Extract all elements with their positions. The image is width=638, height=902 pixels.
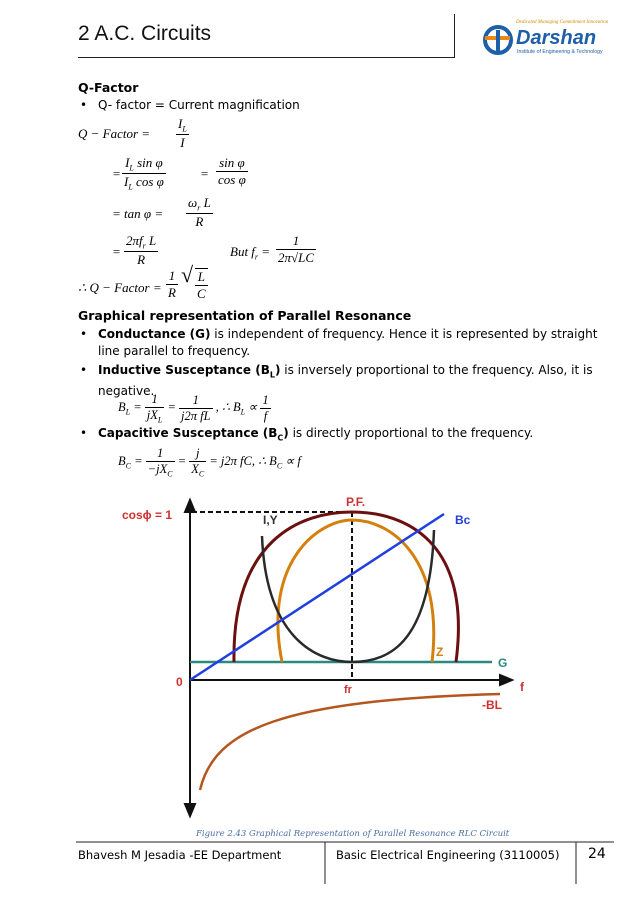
bullet-capacitive: Capacitive Susceptance $(B_C)$ is directly proportional to the frequency.: [98, 426, 534, 443]
z-label: Z: [436, 645, 444, 659]
f-label: f: [520, 680, 524, 694]
chapter-title: 2 A.C. Circuits: [78, 22, 212, 45]
footer-course: Basic Electrical Engineering (3110005): [336, 848, 560, 862]
g-label: G: [498, 656, 508, 670]
logo-brand: Darshan: [516, 27, 597, 49]
logo-motto: Dedicated Managing Commitment Innovation: [516, 20, 609, 25]
frac-wrl-over-r: $\frac{\omega_r L}{R}$: [188, 195, 211, 229]
qfactor-result-lhs: ∴ Q − Factor =: [78, 280, 162, 295]
frac-1-over-r: $\frac{1}{R}$: [168, 268, 176, 300]
qfactor-bullet-text: Q- factor = Current magnification: [98, 98, 300, 112]
cos-phi-label: cosϕ = 1: [122, 508, 173, 522]
frac-2pifrl-over-r: $\frac{2\pi f_r L}{R}$: [126, 233, 157, 267]
figure-caption: Figure 2.43 Graphical Representation of Parallel Resonance RLC Circuit: [196, 829, 510, 839]
fr-label: fr: [344, 684, 352, 696]
tan-eq: = tan φ =: [112, 206, 164, 221]
frac-ilsin-over-ilcos: $\frac{I_L \sin \varphi}{I_L \cos \varphi}$: [124, 155, 164, 192]
eq-bl: $B_L$ = $\frac{1}{jX_L}$ = $\frac{1}{\text{j2π fL}}$ , ∴ $B_L$ ∝ $\frac{1}{f}$: [118, 392, 269, 425]
origin-label: 0: [176, 675, 183, 689]
qfactor-bullet-dot: •: [80, 98, 88, 112]
bl-label: -BL: [482, 698, 502, 712]
frac-l-over-c: $\frac{L}{C}$: [197, 269, 206, 301]
graphical-heading: Graphical representation of Parallel Resonance: [78, 308, 412, 323]
frac-sin-over-cos: $\frac{\text{sin φ}}{\text{cos φ}}$: [218, 155, 246, 187]
qfactor-heading: Q-Factor: [78, 80, 139, 95]
footer-author: Bhavesh M Jesadia -EE Department: [78, 848, 282, 862]
page-number: 24: [588, 846, 606, 862]
bullet-conductance: Conductance (G) is independent of frequency. Hence it is represented by straight line parallel to frequency.: [98, 327, 598, 358]
pf-label: P.F.: [346, 495, 366, 509]
frac-1-over-2pisqrtlc: $\frac{1}{2\pi√LC}$: [278, 233, 315, 265]
bc-label: Bc: [455, 513, 471, 527]
frac-il-over-i: $\frac{I_L}{I}$: [178, 116, 187, 150]
qfactor-lhs: Q − Factor =: [78, 126, 151, 141]
iy-label: I,Y: [263, 513, 278, 527]
but-fr: But $f_r$ =: [230, 244, 271, 262]
sqrt-sign: √: [181, 262, 194, 287]
bullet-inductive: Inductive Susceptance $(B_L)$ is inversely proportional to the frequency. Also, it is negative.: [98, 363, 593, 399]
eq-bc: $B_C$ = $\frac{1}{-jX_C}$ = $\frac{j}{X_C}$ = j2π fC, ∴ $B_C \propto f$: [118, 446, 301, 479]
logo-tagline: Institute of Engineering & Technology: [517, 49, 603, 55]
